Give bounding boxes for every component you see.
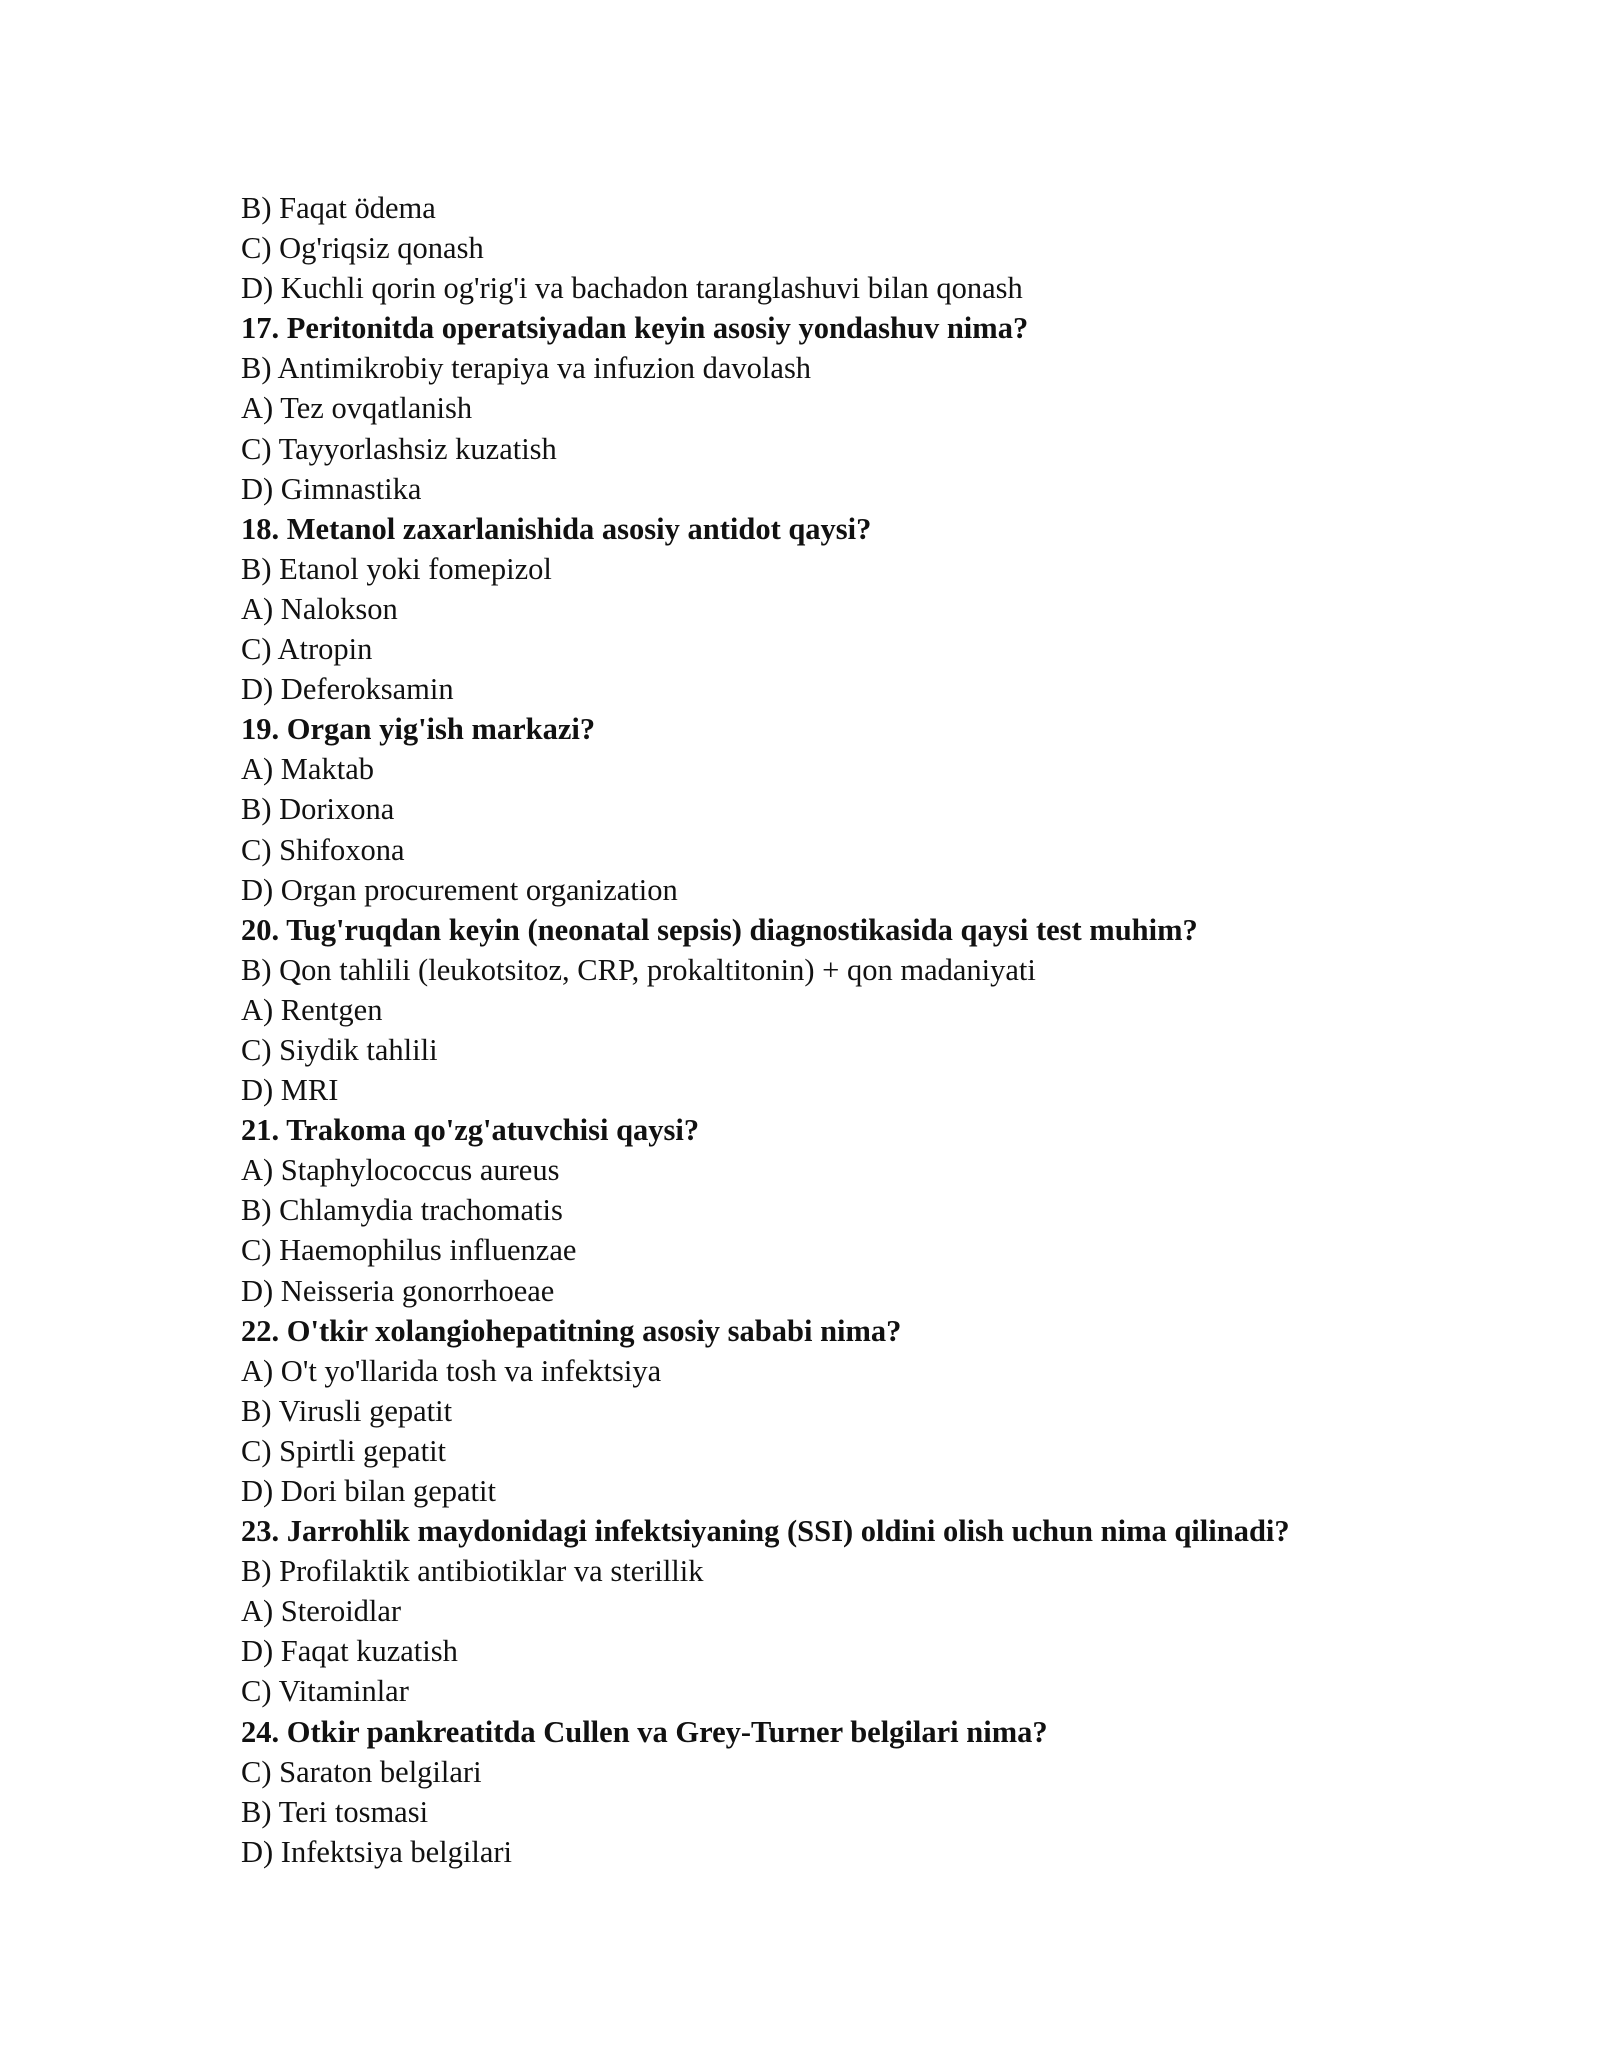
answer-option: B) Etanol yoki fomepizol: [241, 551, 552, 586]
answer-option: C) Tayyorlashsiz kuzatish: [241, 431, 557, 466]
answer-option: D) MRI: [241, 1073, 339, 1108]
question-heading: 22. O'tkir xolangiohepatitning asosiy sababi nima?: [241, 1313, 902, 1348]
quiz-text-body: [241, 188, 1441, 1872]
answer-option: C) Saraton belgilari: [241, 1754, 482, 1789]
question-heading: 23. Jarrohlik maydonidagi infektsiyaning (SSI) oldini olish uchun nima qilinadi?: [241, 1514, 1290, 1549]
question-heading: 17. Peritonitda operatsiyadan keyin asosiy yondashuv nima?: [241, 311, 1029, 346]
question-heading: 24. Otkir pankreatitda Cullen va Grey-Turner belgilari nima?: [241, 1714, 1048, 1749]
answer-option: C) Vitaminlar: [241, 1674, 409, 1709]
answer-option: A) Steroidlar: [241, 1594, 402, 1629]
answer-option: B) Chlamydia trachomatis: [241, 1193, 563, 1228]
answer-option: D) Kuchli qorin og'rig'i va bachadon taranglashuvi bilan qonash: [241, 271, 1023, 306]
answer-option: B) Faqat ödema: [241, 191, 436, 225]
answer-option: D) Organ procurement organization: [241, 872, 678, 907]
answer-option: B) Virusli gepatit: [241, 1393, 453, 1428]
answer-option: C) Spirtli gepatit: [241, 1433, 447, 1468]
answer-option: C) Haemophilus influenzae: [241, 1233, 577, 1268]
question-heading: 20. Tug'ruqdan keyin (neonatal sepsis) diagnostikasida qaysi test muhim?: [241, 912, 1198, 947]
answer-option: A) Staphylococcus aureus: [241, 1153, 560, 1188]
answer-option: A) Rentgen: [241, 992, 383, 1027]
answer-option: C) Shifoxona: [241, 832, 405, 867]
answer-option: D) Neisseria gonorrhoeae: [241, 1273, 555, 1308]
answer-option: B) Qon tahlili (leukotsitoz, CRP, prokaltitonin) + qon madaniyati: [241, 952, 1036, 987]
answer-option: A) Maktab: [241, 752, 374, 787]
answer-option: D) Faqat kuzatish: [241, 1634, 458, 1669]
answer-option: B) Profilaktik antibiotiklar va sterillik: [241, 1554, 704, 1589]
question-heading: 18. Metanol zaxarlanishida asosiy antidot qaysi?: [241, 511, 872, 546]
answer-option: B) Antimikrobiy terapiya va infuzion davolash: [241, 351, 812, 386]
answer-option: C) Siydik tahlili: [241, 1032, 438, 1067]
question-heading: 21. Trakoma qo'zg'atuvchisi qaysi?: [241, 1113, 700, 1148]
answer-option: D) Infektsiya belgilari: [241, 1834, 513, 1869]
question-heading: 19. Organ yig'ish markazi?: [241, 712, 596, 747]
answer-option: D) Dori bilan gepatit: [241, 1474, 496, 1508]
answer-option: D) Deferoksamin: [241, 672, 454, 707]
answer-option: A) Tez ovqatlanish: [241, 391, 473, 426]
answer-option: C) Og'riqsiz qonash: [241, 231, 484, 266]
answer-option: A) Nalokson: [241, 591, 398, 626]
answer-option: C) Atropin: [241, 632, 373, 667]
answer-option: B) Dorixona: [241, 792, 395, 827]
answer-option: B) Teri tosmasi: [241, 1794, 429, 1829]
answer-option: A) O't yo'llarida tosh va infektsiya: [241, 1353, 662, 1388]
answer-option: D) Gimnastika: [241, 471, 422, 506]
